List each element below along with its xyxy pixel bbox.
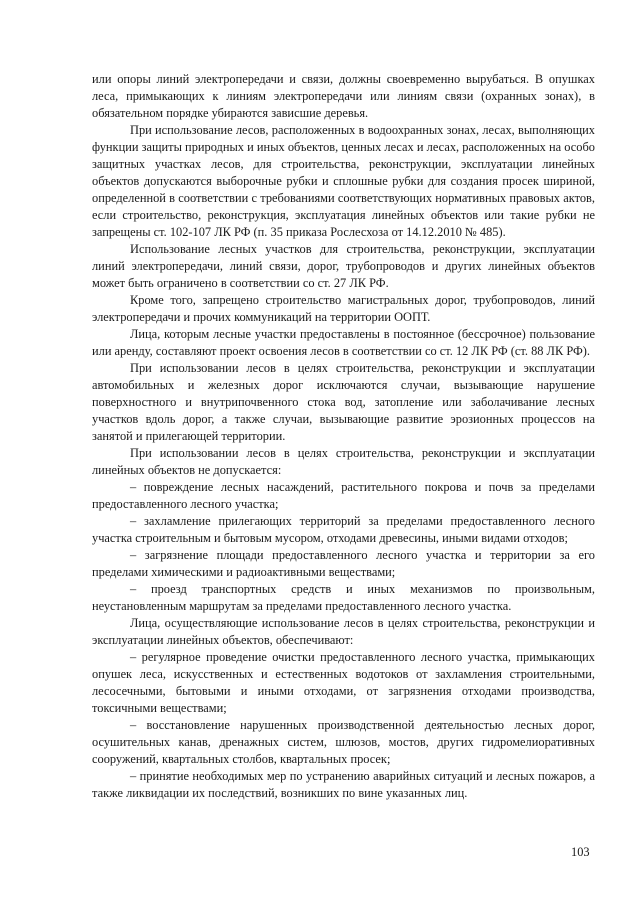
list-item-prohibited-4: – проезд транспортных средств и иных механизмов по произвольным, неустановленным маршрутам за пределами предоставленного лесного участка.	[92, 582, 595, 613]
paragraph-3: Использование лесных участков для строительства, реконструкции, эксплуатации линий электропередачи, линий связи, дорог, трубопроводов и других линейных объектов может быть ограничено в соответствии со ст. 27 ЛК РФ.	[92, 242, 595, 290]
paragraph-4: Кроме того, запрещено строительство магистральных дорог, трубопроводов, линий электропередачи и прочих коммуникаций на территории ООПТ.	[92, 293, 595, 324]
list-item-duty-2: – восстановление нарушенных производственной деятельностью лесных дорог, осушительных канав, дренажных систем, шлюзов, мостов, других гидромелиоративных сооружений, квартальных столбов, квартальных просек;	[92, 718, 595, 766]
paragraph-6: При использовании лесов в целях строительства, реконструкции и эксплуатации автомобильных и железных дорог исключаются случаи, вызывающие нарушение поверхностного и внутрипочвенного стока вод, затопление или заболачивание лесных участков вдоль дорог, а также случаи, вызывающие развитие эрозионных процессов на занятой и прилегающей территории.	[92, 361, 595, 443]
paragraph-7: При использовании лесов в целях строительства, реконструкции и эксплуатации линейных объектов не допускается:	[92, 446, 595, 477]
list-item-prohibited-2: – захламление прилегающих территорий за пределами предоставленного лесного участка строительным и бытовым мусором, отходами древесины, иными видами отходов;	[92, 514, 595, 545]
paragraph-5: Лица, которым лесные участки предоставлены в постоянное (бессрочное) пользование или аренду, составляют проект освоения лесов в соответствии со ст. 12 ЛК РФ (ст. 88 ЛК РФ).	[92, 327, 595, 358]
body-text	[92, 71, 595, 802]
paragraph-8: Лица, осуществляющие использование лесов в целях строительства, реконструкции и эксплуатации линейных объектов, обеспечивают:	[92, 616, 595, 647]
list-item-duty-1: – регулярное проведение очистки предоставленного лесного участка, примыкающих опушек леса, искусственных и естественных водотоков от захламления строительными, лесосечными, бытовыми и иными отходами, от загрязнения отходами производства, токсичными веществами;	[92, 650, 595, 715]
paragraph-1: или опоры линий электропередачи и связи, должны своевременно вырубаться. В опушках леса, примыкающих к линиям электропередачи или линиям связи (охранных зонах), в обязательном порядке убираются зависшие деревья.	[92, 72, 595, 120]
paragraph-2: При использование лесов, расположенных в водоохранных зонах, лесах, выполняющих функции защиты природных и иных объектов, ценных лесах и лесах, расположенных на особо защитных участках лесов, для строительства, реконструкции, эксплуатации линейных объектов допускаются выборочные рубки и сплошные рубки для создания просек шириной, определенной в соответствии с требованиями соответствующих нормативных правовых актов, если строительство, реконструкция, эксплуатация линейных объектов или такие рубки не запрещены ст. 102-107 ЛК РФ (п. 35 приказа Рослесхоза от 14.12.2010 № 485).	[92, 123, 595, 239]
list-item-prohibited-1: – повреждение лесных насаждений, растительного покрова и почв за пределами предоставленного лесного участка;	[92, 480, 595, 511]
list-item-prohibited-3: – загрязнение площади предоставленного лесного участка и территории за его пределами химическими и радиоактивными веществами;	[92, 548, 595, 579]
list-item-duty-3: – принятие необходимых мер по устранению аварийных ситуаций и лесных пожаров, а также ликвидации их последствий, возникших по вине указанных лиц.	[92, 769, 595, 800]
page-number: 103	[571, 845, 590, 859]
